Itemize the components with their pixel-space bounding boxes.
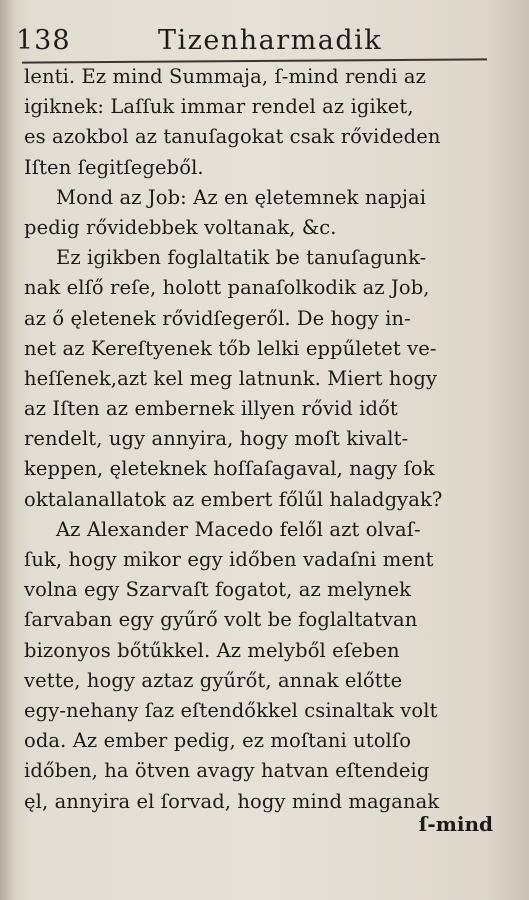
text-line: heſſenek,azt kel meg latnunk. Miert hogy [24, 366, 438, 390]
text-line: az ő ęletenek rővidſegeről. De hogy in- [24, 306, 411, 330]
text-line: időben, ha ötven avagy hatvan eſtendeig [24, 759, 430, 783]
text-line: igiknek: Laſſuk immar rendel az igiket, [24, 95, 414, 119]
page-header [16, 12, 499, 56]
text-line: rendelt, ugy annyira, hogy moſt kivalt- [24, 427, 409, 451]
text-line: oktalanallatok az embert főlűl haladgyak? [24, 487, 443, 511]
text-line: oda. Az ember pedig, ez moſtani utolſo [24, 729, 412, 753]
page-gutter-shadow [0, 0, 14, 900]
running-head: Tizenharmadik [158, 25, 383, 56]
text-line: bizonyos bőtűkkel. Az melyből eſeben [24, 638, 400, 662]
text-line: egy-nehany ſaz eſtendőkkel csinaltak volt [24, 698, 438, 722]
text-line: Mond az Job: Az en ęletemnek napjai [56, 185, 427, 209]
text-line: keppen, ęleteknek hoſſaſagaval, nagy ſok [24, 457, 435, 481]
text-line: Ez igikben foglaltatik be tanuſagunk- [56, 246, 427, 270]
catchword: ſ-mind [418, 812, 493, 836]
text-line: pedig rővidebbek voltanak, &c. [24, 215, 337, 239]
text-line: vette, hogy aztaz gyűrőt, annak előtte [24, 668, 403, 692]
text-line: az Iſten az embernek illyen rővid időt [24, 397, 398, 421]
text-line: Iſten ſegitſegeből. [24, 155, 204, 179]
body-text [24, 62, 494, 817]
page-number: 138 [16, 25, 71, 56]
text-line: Az Alexander Macedo felől azt olvaſ- [56, 517, 421, 541]
text-line: ſarvaban egy gyűrő volt be foglaltatvan [24, 608, 418, 632]
text-line: volna egy Szarvaſt fogatot, az melynek [24, 578, 412, 602]
text-line: ęl, annyira el ſorvad, hogy mind maganak [24, 789, 440, 813]
text-line: ſuk, hogy mikor egy időben vadaſni ment [24, 548, 434, 571]
text-line: nak elſő reſe, holott panaſolkodik az Job, [24, 276, 430, 300]
text-line: net az Kereſtyenek tőb lelki eppűletet ve- [24, 336, 437, 360]
text-line: lenti. Ez mind Summaja, ſ-mind rendi az [24, 65, 426, 88]
text-line: es azokbol az tanuſagokat csak rővideden [24, 125, 441, 149]
